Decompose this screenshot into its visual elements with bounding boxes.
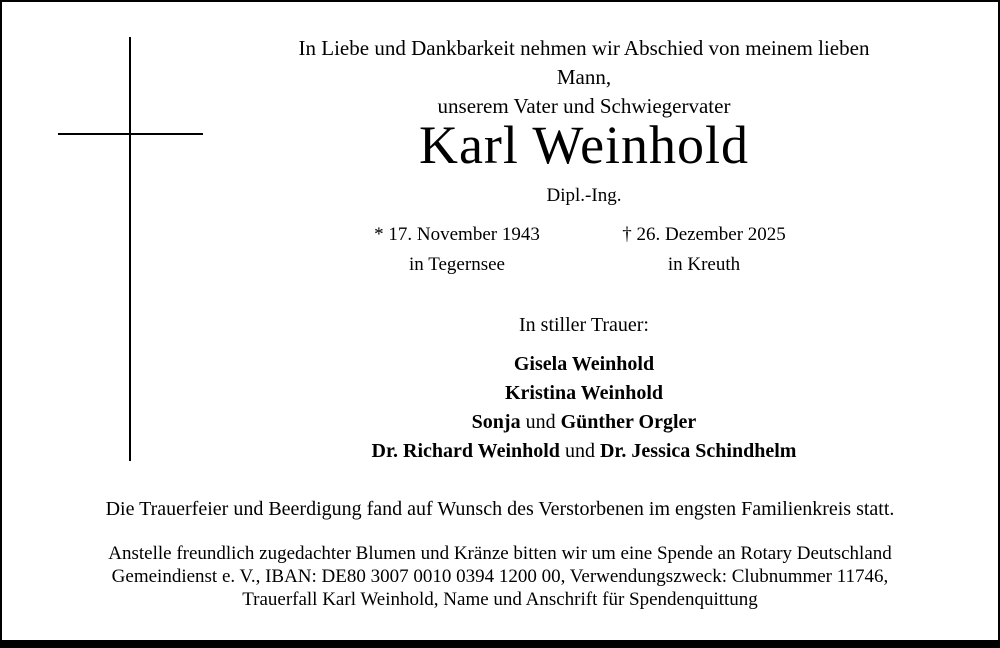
donation-line-1: Anstelle freundlich zugedachter Blumen und Kränze bitten wir um eine Spende an Rotary Deutschland — [108, 543, 892, 564]
intro-line-2: unserem Vater und Schwiegervater — [437, 94, 731, 118]
mourning-heading: In stiller Trauer: — [519, 314, 649, 336]
mourners-list — [294, 350, 874, 466]
death-date: † 26. Dezember 2025 — [622, 224, 786, 245]
mourner-name: Günther Orgler — [560, 411, 697, 433]
deceased-title: Dipl.-Ing. — [546, 185, 622, 206]
death-place: in Kreuth — [667, 254, 741, 275]
donation-line-3: Trauerfall Karl Weinhold, Name und Anschrift für Spendenquittung — [242, 589, 758, 610]
birth-date: * 17. November 1943 — [374, 224, 540, 245]
donation-line-2: Gemeindienst e. V., IBAN: DE80 3007 0010 0394 1200 00, Verwendungszweck: Clubnummer 11746, — [111, 566, 889, 587]
intro-line-1: In Liebe und Dankbarkeit nehmen wir Abschied von meinem lieben Mann, — [298, 36, 870, 89]
cross-icon-horizontal — [58, 133, 203, 135]
mourner-4 — [294, 437, 874, 466]
cross-icon-vertical — [129, 37, 131, 461]
donation-note — [2, 542, 998, 611]
death-info — [604, 220, 804, 280]
birth-info — [357, 220, 557, 280]
mourner-3 — [294, 408, 874, 437]
mourner-name: Kristina Weinhold — [504, 382, 663, 404]
mourner-name: Sonja — [471, 411, 521, 433]
birth-place: in Tegernsee — [409, 254, 505, 275]
conjunction: und — [525, 411, 556, 433]
obituary-notice — [2, 2, 998, 640]
funeral-note: Die Trauerfeier und Beerdigung fand auf Wunsch des Verstorbenen im engsten Familienkreis statt. — [105, 498, 895, 520]
deceased-name: Karl Weinhold — [418, 115, 750, 175]
mourner-2 — [294, 379, 874, 408]
mourner-name: Gisela Weinhold — [513, 353, 655, 375]
mourner-1 — [294, 350, 874, 379]
conjunction: und — [564, 440, 595, 462]
mourner-name: Dr. Richard Weinhold — [371, 440, 560, 462]
mourner-name: Dr. Jessica Schindhelm — [599, 440, 797, 462]
intro-text — [294, 34, 874, 121]
